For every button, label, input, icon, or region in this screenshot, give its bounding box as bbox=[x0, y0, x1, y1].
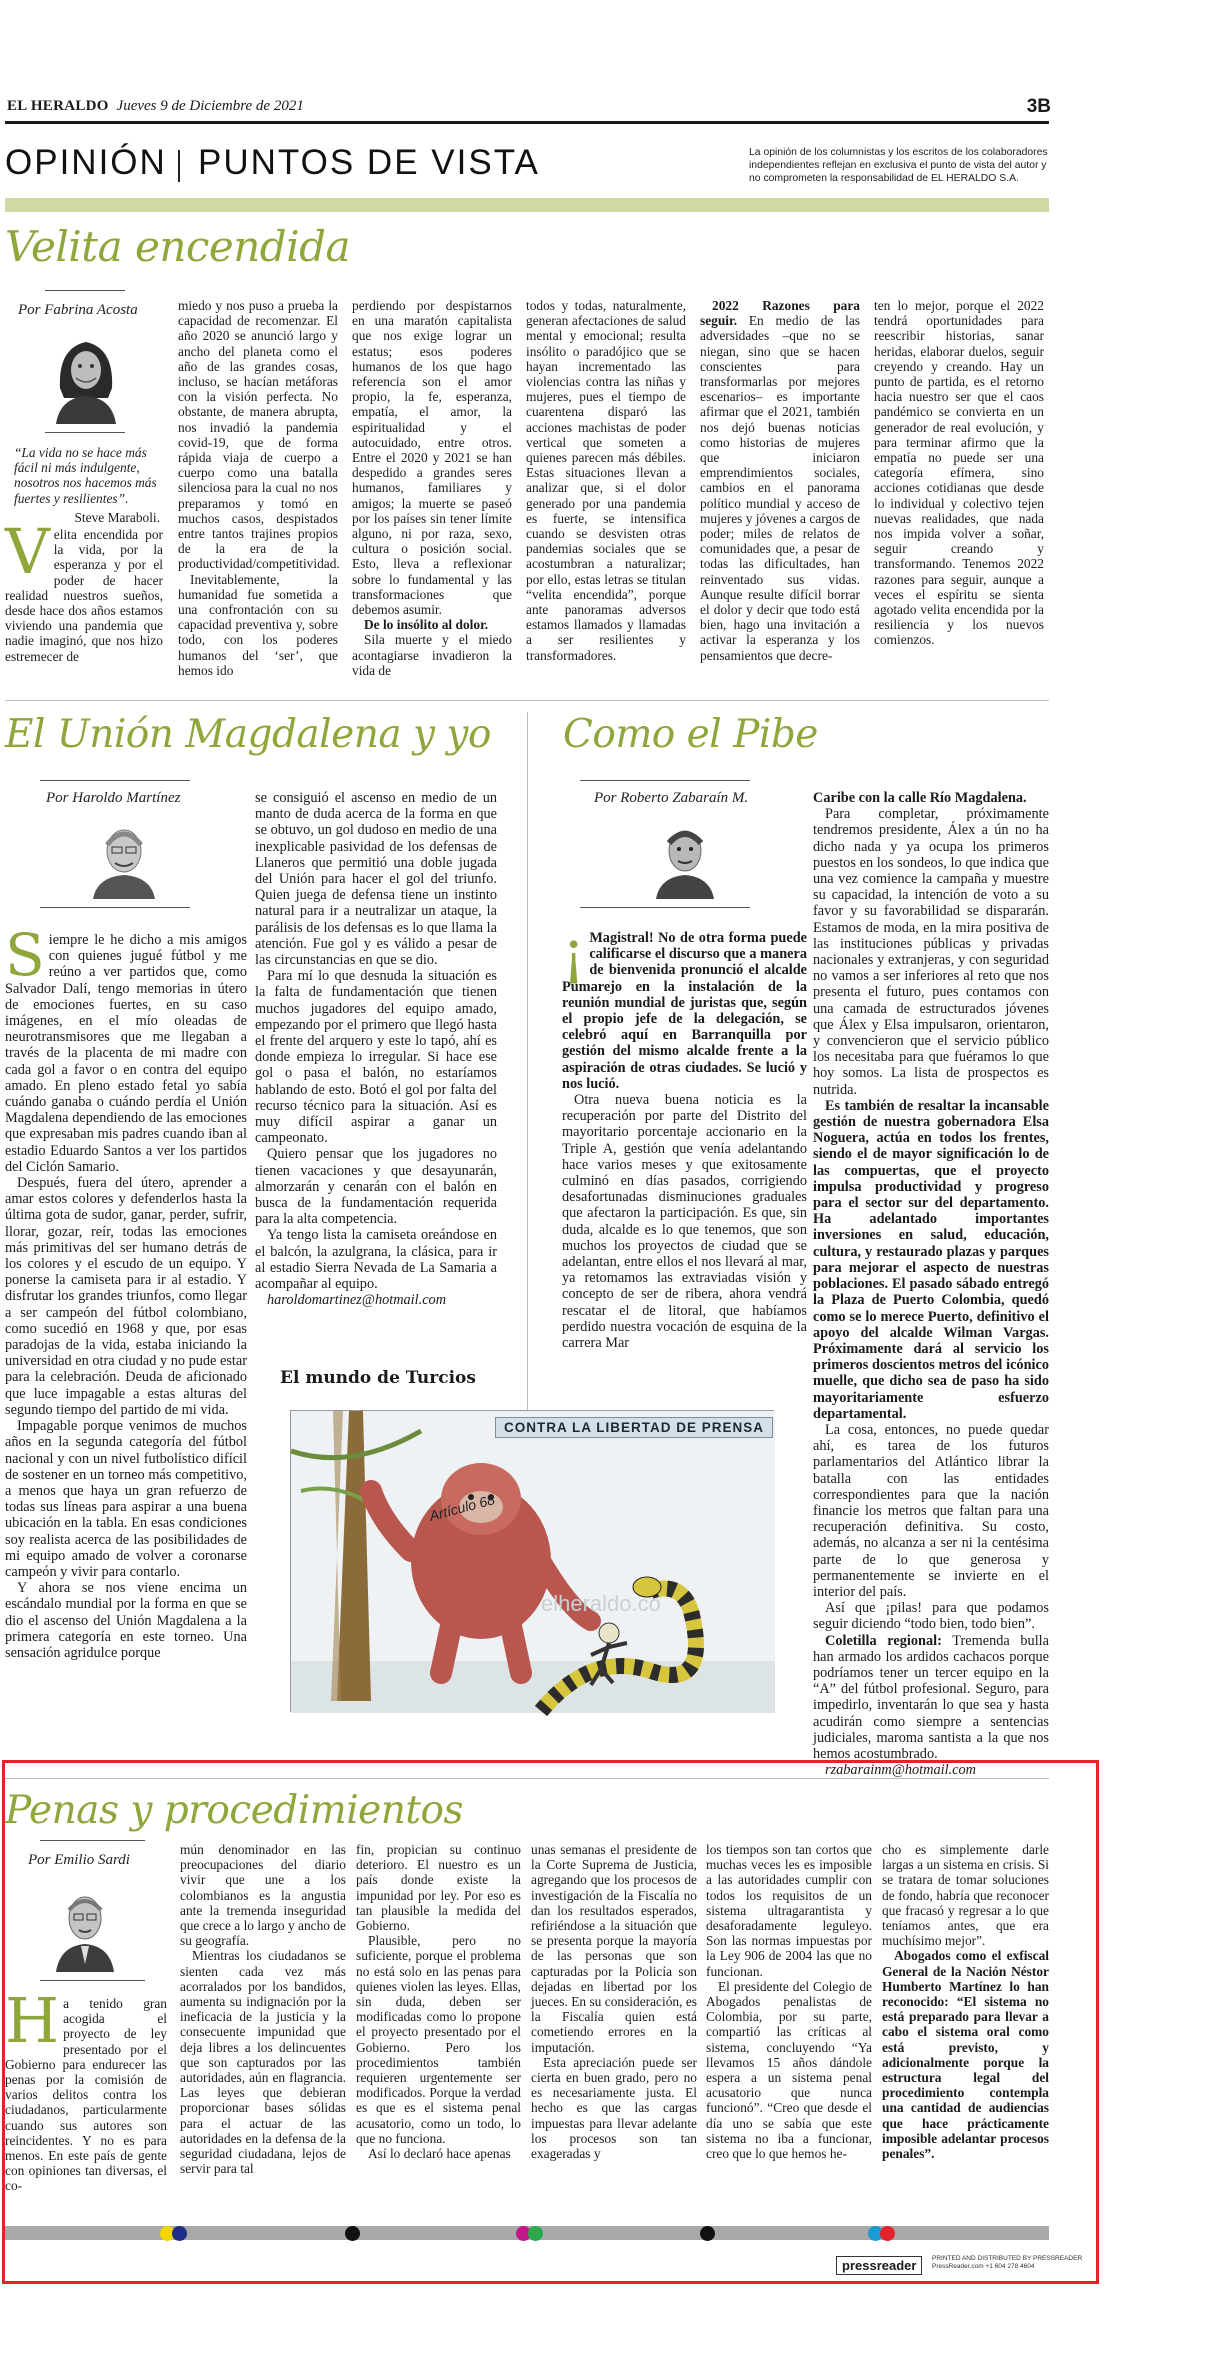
article1-col5-text: En medio de las adversidades –que no se niegan, sino que se hacen conscientes para transformarlas por mejores escenarios– es importante afirmar que el 2021, también nos dejó buenas noticias como historias de mujeres que iniciaron emprendimientos sociales, cambios en el panorama político mundial y acceso de mujeres y jóvenes a cargos de poder; miles de relatos de comunidades que, a pesar de todas las dificultades, han reinventado sus vidas. Aunque resulte difícil borrar el dolor y decir que todo está bien, hago una invitación a activar la esperanza y los pensamientos que decre- bbox=[700, 313, 861, 663]
article1-headline: Velita encendida bbox=[5, 222, 351, 271]
section-band bbox=[5, 198, 1049, 212]
article4-col2-p2: Mientras los ciudadanos se sienten cada vez más acorralados por los bandidos, aumenta su indignación por la ineficacia de la justicia y la consecuente impunidad que deja libres a los delincuentes que son capturados por las autoridades, aún en flagrancia. Las leyes que debieran proporcionar bases sólidas para el actuar de las autoridades en la defensa de la seguridad ciudadana, lejos de servir para tal bbox=[180, 1948, 346, 2177]
article4-col4-p1: unas semanas el presidente de la Corte Suprema de Justicia, agregando que los procesos de investigación de la Fiscalía no dan los resultados esperados, refiriéndose a la situación que se presenta porque la mayoría de las personas que son capturadas por la Policía son dejadas en libertad por los jueces. En su consideración, es la Fiscalía quien está cometiendo errores en la imputación. bbox=[531, 1842, 697, 2055]
masthead bbox=[7, 98, 304, 115]
article3-author-photo bbox=[650, 815, 720, 899]
article3-col1 bbox=[562, 919, 807, 1352]
article1-col3-subhead: De lo insólito al dolor. bbox=[364, 617, 489, 633]
article4-col3 bbox=[356, 1842, 521, 2220]
article3-col2-p4: La cosa, entonces, no puede quedar ahí, es tarea de los futuros parlamentarios del Atlántico librar la batalla con las entidades correspondientes para que la nación financie los metros que faltan para una recuperación definitiva. Su costo, además, no alcanza a ser ni la centésima parte de lo que generosa y permanentemente se invierte en el interior del país. bbox=[813, 1421, 1049, 1600]
article3-col2 bbox=[813, 790, 1049, 1779]
article4-col3-p1: fin, propician su continuo deterioro. El nuestro es un país donde existe la impunidad por ley. Por eso es tan plausible la medida del Gobierno. bbox=[356, 1842, 521, 1934]
registration-dot-blue bbox=[172, 2226, 187, 2241]
author-photo-icon bbox=[50, 328, 122, 424]
article4-col6 bbox=[882, 1842, 1049, 2220]
issue-date: Jueves 9 de Diciembre de 2021 bbox=[116, 98, 304, 114]
article1-photo-rule bbox=[45, 432, 125, 433]
article4-col5-p2: El presidente del Colegio de Abogados penalistas de Colombia, por su parte, compartió las críticas al sistema, concluyendo “Ya llevamos 15 años dándole espera a un sistema penal acusatorio que nunca funcionó”. “Creo que desde el día uno se sabía que este sistema no iba a funcionar, creo que lo que hemos he- bbox=[706, 1978, 872, 2162]
registration-dot-green bbox=[528, 2226, 543, 2241]
article1-col3-p2: Sila muerte y el miedo acontagiarse invadieron la vida de bbox=[352, 632, 512, 678]
article4-col6-p2: Abogados como el exfiscal General de la Nación Néstor Humberto Martínez lo han reconocido: “El sistema no está preparado para llevar a cabo el sistema oral como está previsto, y adicionalmente porque la estructura legal del procedimiento contempla una cantidad de audiencias que hace prácticamente imposible adelantar procesos penales”. bbox=[882, 1948, 1049, 2162]
section-title-left: OPINIÓN bbox=[5, 143, 167, 182]
article3-photo-rule bbox=[580, 907, 750, 908]
article-divider-2 bbox=[5, 1778, 1049, 1779]
article1-byline: Por Fabrina Acosta bbox=[18, 302, 138, 318]
cartoon-banner: CONTRA LA LIBERTAD DE PRENSA bbox=[495, 1417, 773, 1438]
article1-byline-rule bbox=[45, 290, 125, 291]
article2-dropcap: S bbox=[5, 921, 45, 989]
article2-headline: El Unión Magdalena y yo bbox=[5, 712, 491, 757]
article1-col2 bbox=[178, 298, 340, 678]
article2-col1-p3: Impagable porque venimos de muchos años en la segunda categoría del fútbol nacional y con un nivel futbolístico difícil de sostener en un torneo más competitivo, a menos que haya un gran refuerzo de todas sus líneas para aspirar a una buena ubicación en la tabla. En esas condiciones soy realista acerca de las posibilidades de mi equipo amado de volver a coronarse campeón y vivir para contarlo. bbox=[5, 1418, 247, 1580]
article4-col3-p2: Plausible, pero no suficiente, porque el problema no está solo en las penas para quienes violen las leyes. Ellas, sin duda, deben ser modificadas como lo propone el proyecto presentado por el Gobierno. Pero los procedimientos también requieren urgentemente ser modificados. Porque la verdad es que es el sistema penal acusatorio, como un todo, lo que no funciona. bbox=[356, 1933, 521, 2146]
article3-col2-p1: Caribe con la calle Río Magdalena. bbox=[813, 790, 1027, 806]
article2-col1-p1: iempre le he dicho a mis amigos con quienes jugué fútbol y me reúno a ver partidos que, como Salvador Dalí, tengo memorias in útero de emociones fuertes, en su caso imágenes, en el mío oleadas de neurotransmisores que me llegaban a través de la placenta de mi madre con cada gol a favor o en contra del equipo amado. En pleno estado fetal yo sabía cuándo ganaba o cuándo perdía el Unión Magdalena dependiendo de las emociones que expresaban mis padres cuando iban al estadio Eduardo Santos a ver los partidos del Ciclón Samario. bbox=[5, 932, 247, 1175]
article1-col5-subhead: 2022 Razones para seguir. bbox=[700, 298, 860, 329]
article3-col1-p1: Magistral! No de otra forma puede calificarse el discurso que a manera de bienvenida pronunció el alcalde Pumarejo en la instalación de la reunión mundial de juristas que, según el propio jefe de la delegación, se celebró aquí en Barranquilla por gestión del mismo alcalde frente a la aspiración de otras ciudades. Se lució y nos lució. bbox=[562, 930, 807, 1092]
article-divider-1 bbox=[5, 700, 1049, 701]
article1-col4-p1: todos y todas, naturalmente, generan afectaciones de salud mental y emocional; resulta insólito o paradójico que se hayan incrementado las violencias contra las niñas y mujeres, pues el tiempo de cuarentena disparó las acciones machistas de poder vertical que someten a quienes parecen más débiles. Estas situaciones llevan a analizar que, si el dolor generado por una pandemia es fuerte, se intensifica cuando se desvisten otras pandemias sociales que se acostumbran a naturalizar; por ello, estas letras se titulan “velita encendida”, porque ante panoramas adversos estamos llamados y llamadas a ser resilientes y transformadores. bbox=[526, 298, 686, 663]
cartoon-image bbox=[290, 1410, 774, 1712]
registration-dot-black bbox=[345, 2226, 360, 2241]
article4-col4-p2: Esta apreciación puede ser cierta en buen grado, pero no es necesariamente justa. El hecho es que las cargas impuestas para llevar adelante los procesos son tan exageradas y bbox=[531, 2054, 697, 2162]
top-rule bbox=[5, 121, 1049, 124]
article1-col2-p2: Inevitablemente, la humanidad fue sometida a una confrontación con su capacidad preventiva y, sobre todo, con los poderes humanos del ‘ser’, que hemos ido bbox=[178, 571, 338, 678]
article4-col2 bbox=[180, 1842, 346, 2220]
article3-byline-rule bbox=[580, 780, 750, 781]
article2-col1-p2: Después, fuera del útero, aprender a amar estos colores y defenderlos hasta la última gota de sudor, ganar, perder, sufrir, llorar, gozar, reír, todas las emociones más primitivas del ser humano detrás de los colores y el escudo de un equipo. Y ponerse la camiseta para ir al estadio. Y disfrutar los grandes triunfos, como llegar a ser campeón del fútbol colombiano, como sucedió en 1968 y que, por esas paradojas de la vida, estaba iniciando la universidad en otra ciudad y no pude estar para la celebración. Deuda de aficionado que luce impagable a estas alturas del segundo tiempo del partido de mi vida. bbox=[5, 1175, 247, 1418]
article4-col3-p3: Así lo declaró hace apenas bbox=[368, 2146, 511, 2162]
article1-quote-author: Steve Maraboli. bbox=[74, 510, 160, 525]
registration-dot-black-2 bbox=[700, 2226, 715, 2241]
article1-col3 bbox=[352, 298, 512, 678]
article3-headline: Como el Pibe bbox=[563, 712, 818, 757]
article2-col2-p2: Para mí lo que desnuda la situación es la falta de fundamentación que tienen muchos jugadores del equipo amado, empezando por el primero que llegó hasta el frente del arquero y este lo tapó, ahí es donde empieza lo irregular. Si hace ese gol o pasa el balón, no estaríamos hablando de esto. Botó el gol por falta del recurso técnico para la situación. Así es muy difícil aspirar a ganar un campeonato. bbox=[255, 968, 497, 1147]
article2-col2-p1: se consiguió el ascenso en medio de un manto de duda acerca de la forma en que se obtuvo, un gol dudoso en medio de una inexplicable pasividad de los defensas de Llaneros que permitió una doble jugada del Unión para hacer el gol del triunfo. Quien juega de defensa tiene un instinto natural para ir a neutralizar un ataque, la parálisis de los defensas es lo que llama la atención. Fue gol y es válido a pesar de las circunstancias en que se dio. bbox=[255, 790, 497, 969]
article2-col1 bbox=[5, 921, 247, 1732]
cartoon-label: Artículo 68 bbox=[427, 1491, 497, 1524]
article3-col2-subhead: Coletilla regional: bbox=[825, 1632, 942, 1649]
section-title-right: PUNTOS DE VISTA bbox=[198, 143, 540, 182]
article3-byline: Por Roberto Zabaraín M. bbox=[594, 790, 749, 806]
pressreader-logo: pressreader bbox=[836, 2256, 922, 2275]
article1-col6-text: ten lo mejor, porque el 2022 tendrá oportunidades para reescribir historias, sanar heridas, elaborar duelos, seguir creyendo y creando. Hay un punto de partida, es el retorno hacia nuestro ser que el caos pandémico se convierta en un generador de real evolución, y para terminar afirmo que la empatía no puede ser una categoría efímera, sino acciones cotidianas que desde lo individual y colectivo tejen nuevas realidades, que nada nos impida volver a soñar, seguir creando y transformando. Tenemos 2022 razones para seguir, aunque a veces el espíritu se sienta agotado velita encendida por la resiliencia y los nuevos comienzos. bbox=[874, 298, 1044, 648]
paper-name: EL HERALDO bbox=[7, 98, 109, 114]
article2-byline-rule bbox=[40, 780, 190, 781]
cartoon-watermark: elheraldo.co bbox=[541, 1591, 661, 1616]
article1-author-photo bbox=[50, 328, 122, 424]
article2-byline: Por Haroldo Martínez bbox=[46, 790, 181, 806]
article4-author-photo bbox=[50, 1880, 120, 1972]
article2-signature: haroldomartinez@hotmail.com bbox=[267, 1292, 447, 1309]
registration-dot-red bbox=[880, 2226, 895, 2241]
article4-byline-rule bbox=[40, 1840, 145, 1841]
article4-col5 bbox=[706, 1842, 872, 2220]
article1-col2-p1: miedo y nos puso a prueba la capacidad de recomenzar. El año 2020 se anunció largo y ancho del planeta como el año de las grandes cosas, incluso, se hacían metáforas con la visión perfecta. No obstante, de manera abrupta, nos invadió la pandemia covid-19, que de forma rápida viaja de cuerpo a cuerpo como una batalla silenciosa para la cual no nos preparamos y tomó en muchos casos, despistados entre tantos trajines propios de la era de la productividad/competitividad. bbox=[178, 298, 340, 572]
article2-col2-p4: Ya tengo lista la camiseta oreándose en el balcón, la azulgrana, la clásica, para ir al estadio Sierra Nevada de La Samaria a acompañar al equipo. bbox=[255, 1227, 497, 1293]
page-number: 3B bbox=[1026, 96, 1051, 117]
article3-signature: rzabarainm@hotmail.com bbox=[825, 1762, 976, 1779]
cartoon-illustration bbox=[291, 1411, 775, 1713]
article4-photo-rule bbox=[40, 1980, 145, 1981]
article1-col5 bbox=[700, 298, 860, 672]
article4-headline: Penas y procedimientos bbox=[5, 1788, 464, 1833]
article4-col5-p1: los tiempos son tan cortos que muchas veces les es imposible a las autoridades cumplir con todos los requisitos de un sistema ultragarantista y desaforadamente leguleyo. Son las normas impuestas por la Ley 906 de 2004 las que no funcionan. bbox=[706, 1842, 872, 1979]
pressreader-notice-line2: PressReader.com +1 604 278 4604 bbox=[932, 2263, 1035, 2270]
article2-col2 bbox=[255, 790, 497, 1355]
article2-col2-p3: Quiero pensar que los jugadores no tienen vacaciones y que desayunarán, almorzarán y cenarán con el balón en busca de la fundamentación requerida para la alta competencia. bbox=[255, 1146, 497, 1228]
article2-col1-p4: Y ahora se nos viene encima un escándalo mundial por la forma en que se dio el ascenso del Unión Magdalena a la primera categoría en este torneo. Una sensación agridulce porque bbox=[5, 1580, 247, 1661]
article1-col6 bbox=[874, 298, 1044, 672]
article3-col1-p2: Otra nueva buena noticia es la recuperación por parte del Distrito del mayoritario porcentaje accionario en la Triple A, gestión que venía adelantando hace varios meses y que exitosamente culminó en días pasados, corrigiendo desafortunadas disminuciones graduales que afectaron la participación. Es que, sin duda, alcalde es lo que tenemos, que son muchos los proyectos de ciudad que se adelantan, entre ellos el nos llevará al mar, ya retomamos las extraviadas visión y concepto de ser de ribera, ahora vendrá rescatar el de litoral, que habíamos perdido nuestra vocación de esquina de la carrera Mar bbox=[562, 1092, 807, 1352]
article2-photo-rule bbox=[40, 907, 190, 908]
author-photo-icon bbox=[650, 815, 720, 899]
article2-author-photo bbox=[85, 815, 163, 899]
section-disclaimer: La opinión de los columnistas y los escritos de los colaboradores independientes reflejan en exclusiva el punto de vista del autor y no comprometen la responsabilidad de EL HERALDO S.A. bbox=[749, 147, 1048, 184]
article4-col1 bbox=[5, 1984, 167, 2218]
article3-dropcap: ¡ bbox=[562, 919, 586, 987]
article3-col2-p6: Tremenda bulla han armado los ardidos cachacos porque podríamos tener un tercer equipo en la “A” del fútbol profesional. Seguro, para impedirlo, inventarán lo que sea y hasta acudirán como siempre a sentencias judiciales, maroma santista a la que nos hemos acostumbrado. bbox=[813, 1632, 1049, 1762]
article1-col1-text: elita encendida por la vida, por la esperanza y por el poder de hacer realidad nuestros sueños, desde hace dos años estamos viviendo una pandemia que nadie imaginó, que nos hizo estremecer de bbox=[5, 527, 163, 664]
article3-col2-p2: Para completar, próximamente tendremos presidente, Álex a ún no ha dicho nada y ya ocupa los primeros puestos en los sondeos, lo que indica que una vez comience la campaña y muestre su capacidad, la intención de voto a su favor y su favorabilidad se dispararán. Estamos de moda, en la mira positiva de las instituciones públicas y privadas nacionales y extranjeras, y con seguridad no vamos a ser inferiores al reto que nos presenta el futuro, pues contamos con una camada de estructurados jóvenes que Álex y Elsa impulsaron, orientaron, y convencieron que el servicio público los necesitaba para que fuéramos lo que hoy somos. La lista de prospectos es nutrida. bbox=[813, 806, 1049, 1098]
author-photo-icon bbox=[50, 1880, 120, 1972]
article1-col4 bbox=[526, 298, 686, 672]
article4-col4 bbox=[531, 1842, 697, 2220]
article4-col6-p1: cho es simplemente darle largas a un sistema en crisis. Si se tratara de tomar soluciones de fondo, habría que reconocer que fracasó y regresar a lo que teníamos antes, que era muchísimo mejor”. bbox=[882, 1842, 1049, 1949]
author-photo-icon bbox=[85, 815, 163, 899]
article3-col2-p5: Así que ¡pilas! para que podamos seguir diciendo “todo bien, todo bien”. bbox=[813, 1600, 1049, 1633]
article3-col2-p3: Es también de resaltar la incansable gestión de nuestra gobernadora Elsa Noguera, actúa en todos los frentes, siendo el de mayor significación lo de las compuertas, que el proyecto impulsa productividad y progreso para el sector sur del departamento. Ha adelantado importantes inversiones en salud, educación, cultura, y restaurado plazas y parques para mejorar el aspecto de nuestras poblaciones. El pasado sábado entregó la Plaza de Puerto Colombia, quedó como se lo merece Puerto, definitivo el apoyo del alcalde Wilman Vargas. Próximamente dará al servicio los primeros doscientos metros del icónico muelle, que dicho sea de paso ha sido mayoritariamente esfuerzo departamental. bbox=[813, 1097, 1049, 1422]
section-separator bbox=[178, 150, 180, 182]
article4-byline: Por Emilio Sardi bbox=[28, 1852, 130, 1868]
article1-dropcap: V bbox=[5, 515, 50, 588]
pressreader-notice-line1: PRINTED AND DISTRIBUTED BY PRESSREADER bbox=[932, 2255, 1083, 2262]
article4-col2-p1: mún denominador en las preocupaciones del diario vivir que une a los colombianos es la angustia ante la tremenda inseguridad que crece a lo largo y ancho de su geografía. bbox=[180, 1842, 346, 1949]
article1-quote: “La vida no se hace más fácil ni más indulgente, nosotros nos hacemos más fuertes y resilientes”. bbox=[14, 445, 157, 506]
pressreader-notice bbox=[932, 2255, 1082, 2271]
article4-col1-text: a tenido gran acogida el proyecto de ley presentado por el Gobierno para endurecer las penas por la comisión de varios delitos contra los ciudadanos, particularmente cuando sus autores son reincidentes. Y no es para menos. En este país de gente con opiniones tan diversas, el co- bbox=[5, 1996, 167, 2194]
article4-dropcap: H bbox=[5, 1984, 60, 2057]
cartoon-title: El mundo de Turcios bbox=[280, 1368, 476, 1388]
article1-col3-p1: perdiendo por despistarnos en una maratón capitalista que nos exige lograr un estatus; esos poderes humanos de los que hago referencia son el amor propio, la fe, esperanza, empatía, el amor, la espiritualidad y el autocuidado, entre otros. Entre el 2020 y 2021 se han despedido a grandes seres humanos, familiares y amigos; la muerte se paseó por los países sin tener límite alguno, ni por raza, sexo, cultura o posición social. Esto, lleva a reflexionar sobre lo fundamental y las transformaciones que debemos asumir. bbox=[352, 298, 512, 618]
